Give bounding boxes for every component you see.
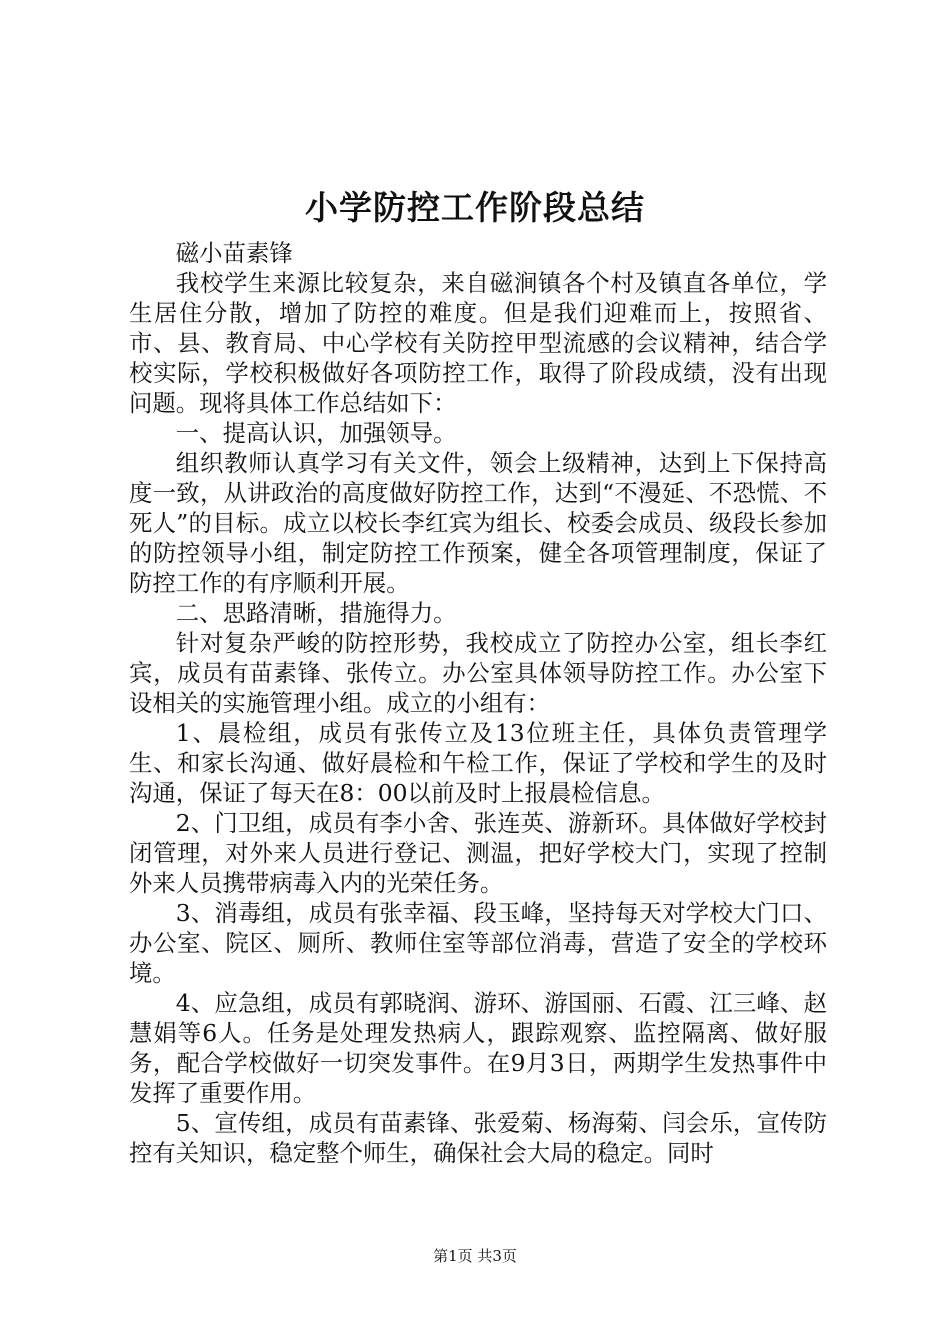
document-body bbox=[129, 238, 827, 1168]
paragraph-leadership: 组织教师认真学习有关文件，领会上级精神，达到上下保持高度一致，从讲政治的高度做好防控工作，达到“不漫延、不恐慌、不死人”的目标。成立以校长李红宾为组长、校委会成员、级段长参加的防控领导小组，制定防控工作预案，健全各项管理制度，保证了防控工作的有序顺利开展。 bbox=[129, 449, 827, 597]
paragraph-group-3: 3、消毒组，成员有张幸福、段玉峰，坚持每天对学校大门口、办公室、院区、厕所、教师住室等部位消毒，营造了安全的学校环境。 bbox=[129, 899, 827, 987]
paragraph-group-5: 5、宣传组，成员有苗素锋、张爱菊、杨海菊、闫会乐，宣传防控有关知识，稳定整个师生，确保社会大局的稳定。同时 bbox=[129, 1109, 827, 1167]
paragraph-group-4: 4、应急组，成员有郭晓润、游环、游国丽、石霞、江三峰、赵慧娟等6人。任务是处理发热病人，跟踪观察、监控隔离、做好服务，配合学校做好一切突发事件。在9月3日，两期学生发热事件中发挥了重要作用。 bbox=[129, 989, 827, 1107]
paragraph-group-2: 2、门卫组，成员有李小舍、张连英、游新环。具体做好学校封闭管理，对外来人员进行登记、测温，把好学校大门，实现了控制外来人员携带病毒入内的光荣任务。 bbox=[129, 809, 827, 897]
page-number-footer: 第1页 共3页 bbox=[433, 1247, 517, 1265]
document-title: 小学防控工作阶段总结 bbox=[305, 188, 645, 227]
section-heading-1: 一、提高认识，加强领导。 bbox=[175, 419, 457, 447]
paragraph-group-1: 1、晨检组，成员有张传立及13位班主任，具体负责管理学生、和家长沟通、做好晨检和午检工作，保证了学校和学生的及时沟通，保证了每天在8：00以前及时上报晨检信息。 bbox=[129, 719, 827, 807]
paragraph-office: 针对复杂严峻的防控形势，我校成立了防控办公室，组长李红宾，成员有苗素锋、张传立。办公室具体领导防控工作。办公室下设相关的实施管理小组。成立的小组有： bbox=[129, 629, 827, 717]
section-heading-2: 二、思路清晰，措施得力。 bbox=[175, 599, 457, 627]
author-line: 磁小苗素锋 bbox=[175, 239, 293, 267]
paragraph-intro: 我校学生来源比较复杂，来自磁涧镇各个村及镇直各单位，学生居住分散，增加了防控的难度。但是我们迎难而上，按照省、市、县、教育局、中心学校有关防控甲型流感的会议精神，结合学校实际，学校积极做好各项防控工作，取得了阶段成绩，没有出现问题。现将具体工作总结如下： bbox=[129, 269, 827, 417]
